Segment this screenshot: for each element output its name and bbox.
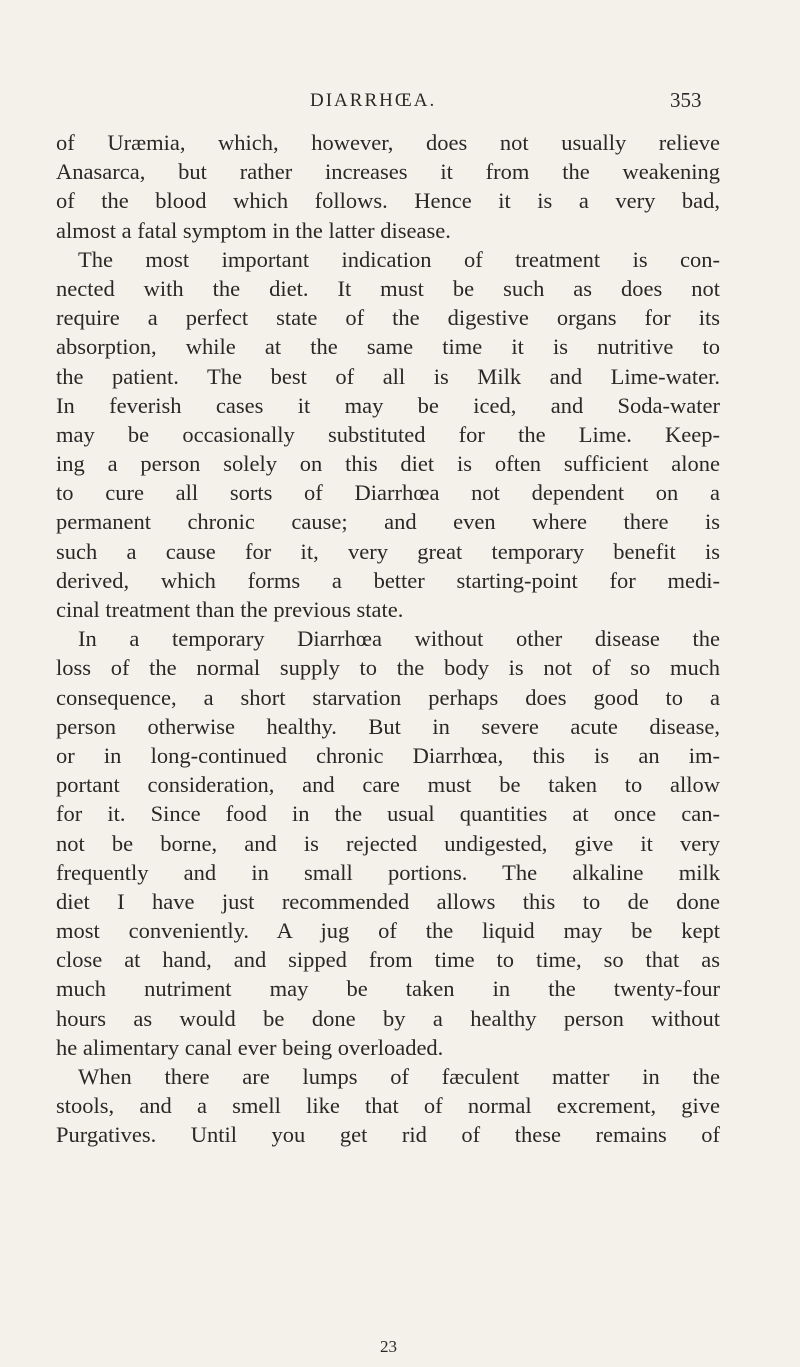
text-line: not be borne, and is rejected undigested, give it very [56,830,720,856]
text-line: almost a fatal symptom in the latter disease. [56,217,451,243]
text-line: In a temporary Diarrhœa without other disease the [78,626,720,652]
text-line: When there are lumps of fæculent matter in the [78,1064,720,1089]
text-line: diet I have just recommended allows this to de done [56,888,720,914]
text-line: close at hand, and sipped from time to time, so that as [56,947,720,973]
text-line: absorption, while at the same time it is nutritive to [56,334,720,360]
running-head: DIARRHŒA. [310,90,437,111]
text-line: The most important indication of treatment is con- [78,246,720,272]
text-line: ing a person solely on this diet is often sufficient alone [56,451,720,477]
paragraph [56,245,720,624]
text-line: for it. Since food in the usual quantities at once can- [56,801,720,827]
text-line: cinal treatment than the previous state. [56,597,404,622]
body-text [56,128,720,1150]
text-line: hours as would be done by a healthy person without [56,1005,720,1031]
text-line: or in long-continued chronic Diarrhœa, this is an im- [56,742,720,768]
text-line: stools, and a smell like that of normal excrement, give [56,1093,720,1119]
text-line: to cure all sorts of Diarrhœa not dependent on a [56,480,720,506]
text-line: loss of the normal supply to the body is not of so much [56,655,720,681]
text-line: In feverish cases it may be iced, and Soda-water [56,392,720,418]
signature-mark: 23 [380,1337,397,1356]
text-line: permanent chronic cause; and even where there is [56,509,720,535]
text-line: Purgatives. Until you get rid of these remains of [56,1122,720,1148]
page-number: 353 [670,88,702,112]
paragraph [56,1062,720,1150]
text-line: such a cause for it, very great temporary benefit is [56,538,720,564]
text-line: may be occasionally substituted for the Lime. Keep- [56,421,720,447]
text-line: portant consideration, and care must be taken to allow [56,772,720,798]
text-line: nected with the diet. It must be such as does not [56,275,720,301]
text-line: most conveniently. A jug of the liquid may be kept [56,918,720,944]
paragraph [56,624,720,1062]
text-line: he alimentary canal ever being overloaded. [56,1034,444,1060]
text-line: consequence, a short starvation perhaps does good to a [56,684,720,710]
text-line: require a perfect state of the digestive organs for its [56,305,720,331]
text-line: of the blood which follows. Hence it is a very bad, [56,188,720,214]
paragraph [56,128,720,245]
text-line: the patient. The best of all is Milk and Lime-water. [56,363,720,389]
text-line: person otherwise healthy. But in severe acute disease, [56,713,720,739]
text-line: much nutriment may be taken in the twenty-four [56,976,720,1002]
text-line: of Uræmia, which, however, does not usually relieve [56,130,720,155]
text-line: Anasarca, but rather increases it from the weakening [56,159,720,185]
text-line: frequently and in small portions. The alkaline milk [56,859,720,885]
text-line: derived, which forms a better starting-point for medi- [56,567,720,593]
